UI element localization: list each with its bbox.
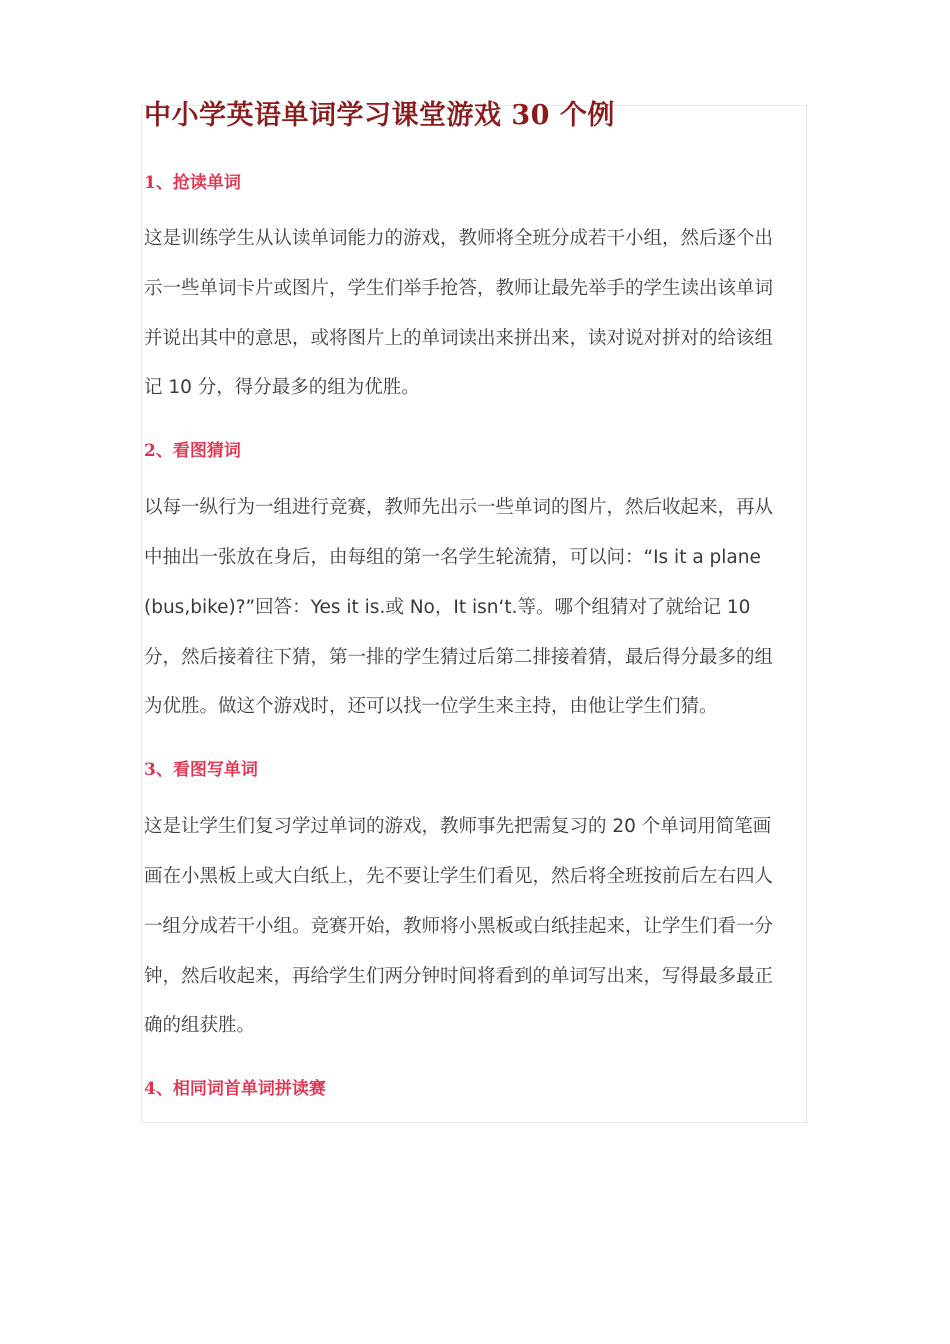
text-line: 记 10 分，得分最多的组为优胜。 bbox=[144, 377, 420, 399]
text-line: 确的组获胜。 bbox=[144, 1015, 256, 1037]
text-line: 钟，然后收起来，再给学生们两分钟时间将看到的单词写出来，写得最多最正 bbox=[144, 965, 774, 987]
text-line: 为优胜。做这个游戏时，还可以找一位学生来主持，由他让学生们猜。 bbox=[144, 696, 718, 718]
text-line: 以每一纵行为一组进行竞赛，教师先出示一些单词的图片，然后收起来，再从 bbox=[144, 497, 774, 519]
text-line: (bus,bike)?”回答：Yes it is.或 No，It isn‘t.等。哪个组猜对了就给记 10 bbox=[144, 596, 751, 618]
section-heading-2: 2、看图猜词 bbox=[144, 441, 241, 462]
section-body-3 bbox=[144, 802, 799, 1051]
section-heading-4: 4、相同词首单词拼读赛 bbox=[144, 1079, 326, 1100]
section-body-1 bbox=[144, 214, 799, 413]
text-line: 画在小黑板上或大白纸上，先不要让学生们看见，然后将全班按前后左右四人 bbox=[144, 865, 774, 887]
text-line: 并说出其中的意思，或将图片上的单词读出来拼出来，读对说对拼对的给该组 bbox=[144, 327, 774, 349]
text-line: 这是训练学生从认读单词能力的游戏，教师将全班分成若干小组，然后逐个出 bbox=[144, 228, 774, 249]
text-line: 一组分成若干小组。竞赛开始，教师将小黑板或白纸挂起来，让学生们看一分 bbox=[144, 915, 774, 937]
section-body-2 bbox=[144, 483, 799, 732]
text-line: 这是让学生们复习学过单词的游戏，教师事先把需复习的 20 个单词用简笔画 bbox=[144, 816, 772, 838]
document-content bbox=[144, 97, 799, 1101]
document-title: 中小学英语单词学习课堂游戏 30 个例 bbox=[144, 100, 615, 131]
section-heading-1: 1、抢读单词 bbox=[144, 173, 241, 193]
section-heading-3: 3、看图写单词 bbox=[144, 760, 258, 781]
text-line: 示一些单词卡片或图片，学生们举手抢答，教师让最先举手的学生读出该单词 bbox=[144, 277, 774, 299]
text-line: 分，然后接着往下猜，第一排的学生猜过后第二排接着猜，最后得分最多的组 bbox=[144, 646, 774, 668]
text-line: 中抽出一张放在身后，由每组的第一名学生轮流猜，可以问：“Is it a plane bbox=[144, 546, 761, 568]
